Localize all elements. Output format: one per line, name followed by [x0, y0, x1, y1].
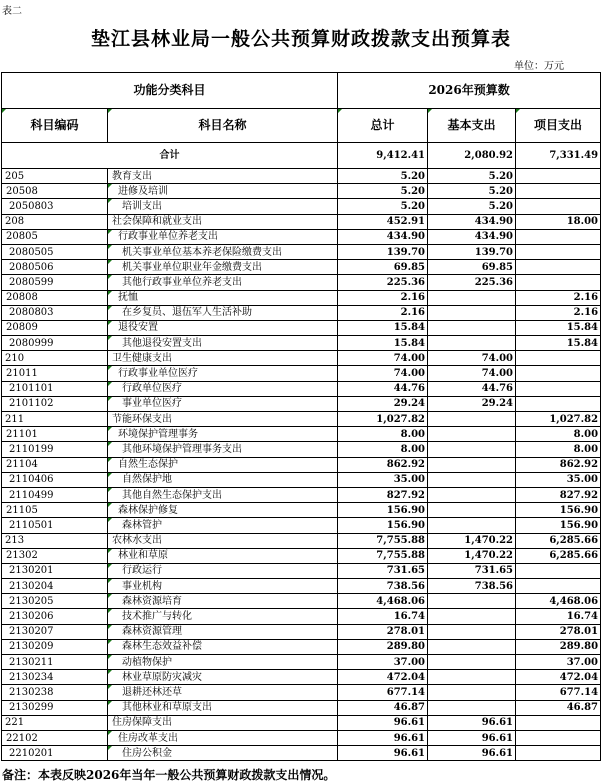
- amount-total: 8.00: [338, 442, 428, 457]
- subject-name: 森林管护: [108, 518, 338, 533]
- table-row: [2, 639, 601, 654]
- subject-code: 2130201: [2, 563, 108, 578]
- amount-basic: 74.00: [428, 366, 516, 381]
- subject-code: 2080599: [2, 275, 108, 290]
- amount-total: 44.76: [338, 381, 428, 396]
- amount-project: 15.84: [516, 336, 601, 351]
- table-row: [2, 184, 601, 199]
- table-row: [2, 624, 601, 639]
- cell-marker-icon: [108, 442, 112, 446]
- subject-name: 住房保障支出: [108, 715, 338, 730]
- cell-marker-icon: [428, 109, 432, 113]
- amount-total: 15.84: [338, 336, 428, 351]
- amount-total: 15.84: [338, 320, 428, 335]
- table-row: [2, 518, 601, 533]
- header-name: 科目名称: [108, 109, 338, 143]
- table-row: [2, 746, 601, 761]
- amount-total: 35.00: [338, 472, 428, 487]
- subject-name: 其他环境保护管理事务支出: [108, 442, 338, 457]
- amount-basic: [428, 503, 516, 518]
- amount-project: 16.74: [516, 609, 601, 624]
- subject-code: 2050803: [2, 199, 108, 214]
- amount-total: 46.87: [338, 700, 428, 715]
- amount-project: 677.14: [516, 685, 601, 700]
- amount-project: [516, 260, 601, 275]
- amount-total: 677.14: [338, 685, 428, 700]
- amount-total: 69.85: [338, 260, 428, 275]
- amount-project: 289.80: [516, 639, 601, 654]
- subject-name: 森林资源培育: [108, 594, 338, 609]
- cell-marker-icon: [108, 579, 112, 583]
- subject-name: 机关事业单位基本养老保险缴费支出: [108, 244, 338, 259]
- amount-basic: [428, 655, 516, 670]
- table-row: [2, 579, 601, 594]
- amount-basic: 731.65: [428, 563, 516, 578]
- subject-code: 2130207: [2, 624, 108, 639]
- amount-total: 96.61: [338, 746, 428, 761]
- table-row: [2, 563, 601, 578]
- cell-marker-icon: [108, 640, 112, 644]
- subject-name: 行政单位医疗: [108, 381, 338, 396]
- total-label: 合计: [2, 143, 338, 169]
- cell-marker-icon: [108, 518, 112, 522]
- amount-basic: [428, 487, 516, 502]
- amount-basic: [428, 442, 516, 457]
- cell-marker-icon: [108, 564, 112, 568]
- amount-project: [516, 184, 601, 199]
- amount-project: 156.90: [516, 503, 601, 518]
- header-total: 总计: [338, 109, 428, 143]
- amount-project: [516, 275, 601, 290]
- cell-marker-icon: [338, 109, 342, 113]
- subject-code: 2080999: [2, 336, 108, 351]
- header-column-row: [2, 109, 601, 143]
- subject-code: 2101102: [2, 396, 108, 411]
- amount-project: [516, 169, 601, 184]
- subject-code: 22102: [2, 730, 108, 745]
- subject-code: 213: [2, 533, 108, 548]
- amount-total: 37.00: [338, 655, 428, 670]
- amount-total: 156.90: [338, 518, 428, 533]
- table-row: [2, 396, 601, 411]
- cell-marker-icon: [108, 594, 112, 598]
- cell-marker-icon: [108, 731, 112, 735]
- amount-basic: [428, 412, 516, 427]
- subject-code: 2110406: [2, 472, 108, 487]
- amount-total: 2.16: [338, 290, 428, 305]
- subject-name: 其他退役安置支出: [108, 336, 338, 351]
- amount-basic: 5.20: [428, 184, 516, 199]
- cell-marker-icon: [108, 670, 112, 674]
- amount-total: 8.00: [338, 427, 428, 442]
- subject-code: 20809: [2, 320, 108, 335]
- table-row: [2, 472, 601, 487]
- amount-project: [516, 366, 601, 381]
- table-row: [2, 412, 601, 427]
- subject-code: 208: [2, 214, 108, 229]
- subject-name: 卫生健康支出: [108, 351, 338, 366]
- subject-code: 21104: [2, 457, 108, 472]
- subject-name: 社会保障和就业支出: [108, 214, 338, 229]
- subject-name: 事业机构: [108, 579, 338, 594]
- amount-basic: [428, 624, 516, 639]
- table-row: [2, 670, 601, 685]
- header-group-row: [2, 73, 601, 109]
- subject-code: 21011: [2, 366, 108, 381]
- cell-marker-icon: [108, 109, 112, 113]
- amount-total: 225.36: [338, 275, 428, 290]
- cell-marker-icon: [108, 458, 112, 462]
- cell-marker-icon: [108, 488, 112, 492]
- amount-project: [516, 396, 601, 411]
- header-code: 科目编码: [2, 109, 108, 143]
- amount-project: 472.04: [516, 670, 601, 685]
- amount-basic: [428, 305, 516, 320]
- amount-total: 96.61: [338, 730, 428, 745]
- amount-total: 5.20: [338, 169, 428, 184]
- amount-project: 8.00: [516, 427, 601, 442]
- subject-code: 2130209: [2, 639, 108, 654]
- amount-total: 7,755.88: [338, 548, 428, 563]
- subject-code: 20805: [2, 229, 108, 244]
- header-project: 项目支出: [516, 109, 601, 143]
- table-row: [2, 487, 601, 502]
- table-row: [2, 457, 601, 472]
- cell-marker-icon: [108, 321, 112, 325]
- cell-marker-icon: [108, 184, 112, 188]
- subject-name: 机关事业单位职业年金缴费支出: [108, 260, 338, 275]
- table-row: [2, 214, 601, 229]
- amount-total: 5.20: [338, 184, 428, 199]
- subject-name: 森林保护修复: [108, 503, 338, 518]
- subject-code: 211: [2, 412, 108, 427]
- cell-marker-icon: [108, 397, 112, 401]
- table-row: [2, 685, 601, 700]
- subject-code: 2130205: [2, 594, 108, 609]
- subject-name: 行政事业单位养老支出: [108, 229, 338, 244]
- subject-name: 动植物保护: [108, 655, 338, 670]
- amount-basic: 69.85: [428, 260, 516, 275]
- amount-basic: [428, 290, 516, 305]
- amount-basic: 738.56: [428, 579, 516, 594]
- table-row: [2, 229, 601, 244]
- cell-marker-icon: [108, 625, 112, 629]
- total-sum: 9,412.41: [338, 143, 428, 169]
- amount-project: 4,468.06: [516, 594, 601, 609]
- cell-marker-icon: [108, 366, 112, 370]
- cell-marker-icon: [108, 549, 112, 553]
- subject-name: 退耕还林还草: [108, 685, 338, 700]
- subject-name: 住房公积金: [108, 746, 338, 761]
- table-row: [2, 290, 601, 305]
- subject-name: 事业单位医疗: [108, 396, 338, 411]
- amount-basic: [428, 609, 516, 624]
- amount-project: [516, 715, 601, 730]
- amount-total: 139.70: [338, 244, 428, 259]
- amount-basic: [428, 685, 516, 700]
- amount-basic: 5.20: [428, 199, 516, 214]
- subject-name: 农林水支出: [108, 533, 338, 548]
- subject-code: 20808: [2, 290, 108, 305]
- amount-project: 1,027.82: [516, 412, 601, 427]
- amount-basic: [428, 639, 516, 654]
- table-row: [2, 715, 601, 730]
- subject-code: 221: [2, 715, 108, 730]
- subject-name: 进修及培训: [108, 184, 338, 199]
- table-row: [2, 700, 601, 715]
- amount-project: [516, 351, 601, 366]
- amount-project: 8.00: [516, 442, 601, 457]
- table-row: [2, 442, 601, 457]
- amount-total: 289.80: [338, 639, 428, 654]
- cell-marker-icon: [108, 275, 112, 279]
- table-row: [2, 320, 601, 335]
- cell-marker-icon: [108, 701, 112, 705]
- amount-basic: [428, 518, 516, 533]
- amount-basic: [428, 457, 516, 472]
- cell-marker-icon: [108, 260, 112, 264]
- footnote: 备注：本表反映2026年当年一般公共预算财政拨款支出情况。: [2, 768, 336, 782]
- subject-name: 其他自然生态保护支出: [108, 487, 338, 502]
- table-row: [2, 366, 601, 381]
- cell-marker-icon: [108, 503, 112, 507]
- page-title: 垫江县林业局一般公共预算财政拨款支出预算表: [90, 28, 511, 50]
- amount-total: 4,468.06: [338, 594, 428, 609]
- subject-code: 2210201: [2, 746, 108, 761]
- amount-project: 46.87: [516, 700, 601, 715]
- subject-code: 2130206: [2, 609, 108, 624]
- amount-project: [516, 199, 601, 214]
- amount-total: 29.24: [338, 396, 428, 411]
- subject-name: 自然保护地: [108, 472, 338, 487]
- amount-project: 156.90: [516, 518, 601, 533]
- amount-project: 15.84: [516, 320, 601, 335]
- amount-project: 2.16: [516, 305, 601, 320]
- amount-project: [516, 244, 601, 259]
- amount-basic: [428, 472, 516, 487]
- header-basic: 基本支出: [428, 109, 516, 143]
- cell-marker-icon: [108, 291, 112, 295]
- amount-basic: 225.36: [428, 275, 516, 290]
- amount-total: 434.90: [338, 229, 428, 244]
- cell-marker-icon: [516, 109, 520, 113]
- cell-marker-icon: [108, 685, 112, 689]
- amount-project: 35.00: [516, 472, 601, 487]
- amount-basic: 96.61: [428, 715, 516, 730]
- amount-basic: [428, 594, 516, 609]
- amount-project: 18.00: [516, 214, 601, 229]
- amount-project: [516, 381, 601, 396]
- table-row: [2, 594, 601, 609]
- amount-project: 6,285.66: [516, 548, 601, 563]
- subject-name: 森林资源管理: [108, 624, 338, 639]
- amount-basic: 74.00: [428, 351, 516, 366]
- amount-total: 5.20: [338, 199, 428, 214]
- table-row: [2, 533, 601, 548]
- subject-name: 环境保护管理事务: [108, 427, 338, 442]
- amount-total: 74.00: [338, 366, 428, 381]
- subject-name: 技术推广与转化: [108, 609, 338, 624]
- amount-project: 862.92: [516, 457, 601, 472]
- cell-marker-icon: [2, 109, 6, 113]
- cell-marker-icon: [108, 473, 112, 477]
- table-row: [2, 244, 601, 259]
- amount-total: 156.90: [338, 503, 428, 518]
- table-row: [2, 609, 601, 624]
- budget-table: [1, 72, 601, 761]
- table-row: [2, 169, 601, 184]
- amount-total: 738.56: [338, 579, 428, 594]
- subject-code: 20508: [2, 184, 108, 199]
- amount-project: [516, 730, 601, 745]
- amount-project: 6,285.66: [516, 533, 601, 548]
- table-row: [2, 427, 601, 442]
- amount-project: [516, 563, 601, 578]
- subject-name: 在乡复员、退伍军人生活补助: [108, 305, 338, 320]
- subject-code: 2110199: [2, 442, 108, 457]
- amount-total: 2.16: [338, 305, 428, 320]
- subject-name: 林业草原防灾减灾: [108, 670, 338, 685]
- table-row: [2, 275, 601, 290]
- cell-marker-icon: [108, 382, 112, 386]
- subject-code: 2130238: [2, 685, 108, 700]
- subject-name: 行政事业单位医疗: [108, 366, 338, 381]
- amount-project: 2.16: [516, 290, 601, 305]
- amount-total: 7,755.88: [338, 533, 428, 548]
- subject-code: 2110499: [2, 487, 108, 502]
- subject-code: 21105: [2, 503, 108, 518]
- subject-code: 205: [2, 169, 108, 184]
- amount-basic: 96.61: [428, 730, 516, 745]
- amount-project: [516, 229, 601, 244]
- unit-label: 单位：万元: [514, 61, 564, 72]
- total-basic: 2,080.92: [428, 143, 516, 169]
- cell-marker-icon: [108, 245, 112, 249]
- amount-total: 16.74: [338, 609, 428, 624]
- subject-code: 2080505: [2, 244, 108, 259]
- amount-basic: 96.61: [428, 746, 516, 761]
- amount-project: 278.01: [516, 624, 601, 639]
- amount-basic: 29.24: [428, 396, 516, 411]
- subject-code: 2101101: [2, 381, 108, 396]
- subject-name: 教育支出: [108, 169, 338, 184]
- amount-total: 278.01: [338, 624, 428, 639]
- subject-name: 自然生态保护: [108, 457, 338, 472]
- subject-code: 21101: [2, 427, 108, 442]
- amount-total: 472.04: [338, 670, 428, 685]
- total-row: [2, 143, 601, 169]
- amount-basic: 1,470.22: [428, 533, 516, 548]
- subject-code: 2080506: [2, 260, 108, 275]
- amount-total: 862.92: [338, 457, 428, 472]
- header-functional-classification: 功能分类科目: [2, 73, 338, 109]
- total-project: 7,331.49: [516, 143, 601, 169]
- subject-code: 2130211: [2, 655, 108, 670]
- amount-basic: 434.90: [428, 214, 516, 229]
- table-row: [2, 305, 601, 320]
- cell-marker-icon: [108, 746, 112, 750]
- amount-basic: [428, 670, 516, 685]
- header-budget-year: 2026年预算数: [338, 73, 601, 109]
- table-row: [2, 336, 601, 351]
- amount-total: 96.61: [338, 715, 428, 730]
- amount-total: 74.00: [338, 351, 428, 366]
- subject-name: 其他行政事业单位养老支出: [108, 275, 338, 290]
- subject-name: 其他林业和草原支出: [108, 700, 338, 715]
- amount-basic: 44.76: [428, 381, 516, 396]
- amount-basic: [428, 336, 516, 351]
- subject-name: 节能环保支出: [108, 412, 338, 427]
- subject-code: 210: [2, 351, 108, 366]
- table-row: [2, 199, 601, 214]
- subject-name: 行政运行: [108, 563, 338, 578]
- table-row: [2, 381, 601, 396]
- amount-project: 37.00: [516, 655, 601, 670]
- amount-project: 827.92: [516, 487, 601, 502]
- table-row: [2, 730, 601, 745]
- subject-code: 2130299: [2, 700, 108, 715]
- subject-name: 住房改革支出: [108, 730, 338, 745]
- table-row: [2, 260, 601, 275]
- amount-project: [516, 746, 601, 761]
- subject-name: 林业和草原: [108, 548, 338, 563]
- amount-basic: [428, 320, 516, 335]
- amount-project: [516, 579, 601, 594]
- subject-name: 森林生态效益补偿: [108, 639, 338, 654]
- cell-marker-icon: [108, 199, 112, 203]
- cell-marker-icon: [108, 336, 112, 340]
- cell-marker-icon: [108, 609, 112, 613]
- subject-name: 退役安置: [108, 320, 338, 335]
- subject-name: 抚恤: [108, 290, 338, 305]
- table-row: [2, 655, 601, 670]
- subject-code: 21302: [2, 548, 108, 563]
- subject-code: 2130204: [2, 579, 108, 594]
- cell-marker-icon: [108, 230, 112, 234]
- cell-marker-icon: [108, 655, 112, 659]
- subject-name: 培训支出: [108, 199, 338, 214]
- amount-total: 731.65: [338, 563, 428, 578]
- amount-total: 1,027.82: [338, 412, 428, 427]
- amount-basic: 434.90: [428, 229, 516, 244]
- amount-total: 452.91: [338, 214, 428, 229]
- amount-basic: [428, 427, 516, 442]
- table-number-label: 表二: [2, 6, 22, 17]
- table-row: [2, 351, 601, 366]
- cell-marker-icon: [108, 427, 112, 431]
- amount-basic: 139.70: [428, 244, 516, 259]
- amount-total: 827.92: [338, 487, 428, 502]
- subject-code: 2080803: [2, 305, 108, 320]
- table-row: [2, 503, 601, 518]
- amount-basic: [428, 700, 516, 715]
- amount-basic: 5.20: [428, 169, 516, 184]
- table-row: [2, 548, 601, 563]
- subject-code: 2110501: [2, 518, 108, 533]
- cell-marker-icon: [108, 306, 112, 310]
- subject-code: 2130234: [2, 670, 108, 685]
- amount-basic: 1,470.22: [428, 548, 516, 563]
